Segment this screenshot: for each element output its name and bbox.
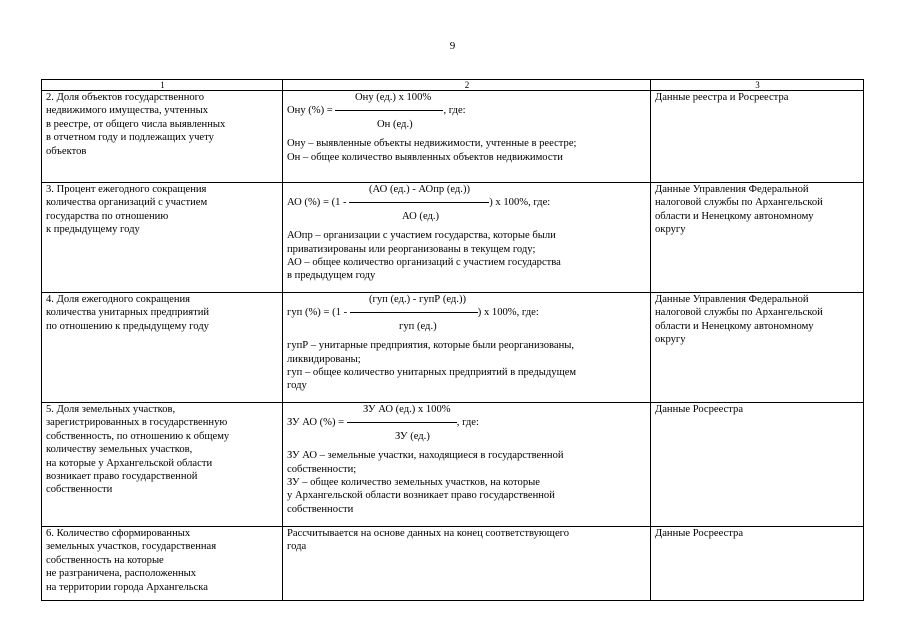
formula-numerator: Ону (ед.) x 100% [355, 92, 432, 103]
note-line: АОпр – организации с участием государства, которые были [287, 230, 556, 242]
formula [287, 293, 647, 333]
source-line: Данные Управления Федеральной [655, 294, 809, 305]
formula-rhs: , где: [456, 417, 479, 429]
indicator-line: в реестре, от общего числа выявленных [46, 118, 226, 130]
indicator-line: 6. Количество сформированных [46, 528, 191, 539]
indicator-line: 4. Доля ежегодного сокращения [46, 294, 191, 305]
indicator-line: государства по отношению [46, 210, 169, 222]
source-line: Данные Росреестра [655, 404, 744, 415]
fraction-bar [335, 110, 443, 111]
description-line: года [287, 541, 307, 553]
formula-lhs: гуп (%) = (1 - [287, 307, 348, 319]
formula-denominator: ЗУ (ед.) [395, 430, 430, 442]
indicator-line: в отчетном году и подлежащих учету [46, 132, 214, 144]
table-row [42, 183, 864, 293]
source-cell [651, 91, 864, 183]
note-line: гуп – общее количество унитарных предприятий в предыдущем [287, 367, 577, 379]
table-row [42, 91, 864, 183]
table-row [42, 293, 864, 403]
indicator-cell [42, 183, 283, 293]
formula-cell [283, 91, 651, 183]
indicator-cell [42, 403, 283, 527]
source-line: округу [655, 334, 686, 346]
indicator-line: количества организаций с участием [46, 197, 208, 209]
indicator-line: земельных участков, государственная [46, 541, 217, 553]
formula-rhs: ) x 100%, где: [489, 197, 551, 209]
formula-numerator: (гуп (ед.) - гупР (ед.)) [369, 294, 467, 305]
fraction-bar [350, 312, 478, 313]
source-line: налоговой службы по Архангельской [655, 307, 823, 319]
indicator-cell [42, 527, 283, 601]
description-line: Рассчитывается на основе данных на конец соответствующего [287, 528, 570, 539]
indicator-line: на которые у Архангельской области [46, 457, 213, 469]
source-line: Данные Управления Федеральной [655, 184, 809, 195]
formula-rhs: ) x 100%, где: [477, 307, 539, 319]
column-header-2: 2 [283, 80, 651, 91]
column-header-3: 3 [651, 80, 864, 91]
note-line: ЗУ – общее количество земельных участков, на которые [287, 477, 540, 489]
indicator-line: возникает право государственной [46, 471, 198, 483]
formula-cell [283, 527, 651, 601]
indicator-line: к предыдущему году [46, 224, 140, 236]
indicator-line: собственности [46, 484, 113, 496]
note-line: ЗУ АО – земельные участки, находящиеся в государственной [287, 450, 564, 462]
indicator-line: собственность, по отношению к общему [46, 430, 230, 442]
source-line: налоговой службы по Архангельской [655, 197, 823, 209]
formula-numerator: ЗУ АО (ед.) x 100% [363, 404, 451, 415]
formula-denominator: Он (ед.) [377, 118, 413, 130]
formula-denominator: АО (ед.) [402, 210, 440, 222]
note-line: Ону – выявленные объекты недвижимости, учтенные в реестре; [287, 138, 577, 150]
fraction-bar [349, 202, 489, 203]
formula-cell [283, 403, 651, 527]
source-line: Данные Росреестра [655, 528, 744, 539]
note-line: у Архангельской области возникает право государственной [287, 490, 555, 502]
table-row [42, 403, 864, 527]
indicator-line: 5. Доля земельных участков, [46, 404, 176, 415]
source-cell [651, 527, 864, 601]
note-line: Он – общее количество выявленных объектов недвижимости [287, 151, 563, 163]
source-line: области и Ненецкому автономному [655, 210, 814, 222]
formula-lhs: Ону (%) = [287, 105, 333, 117]
indicator-cell [42, 293, 283, 403]
table-header-row [42, 80, 864, 91]
indicator-line: 3. Процент ежегодного сокращения [46, 184, 207, 195]
formula-lhs: ЗУ АО (%) = [287, 417, 345, 429]
formula-denominator: гуп (ед.) [399, 320, 437, 332]
indicator-line: зарегистрированных в государственную [46, 417, 228, 429]
formula [287, 183, 647, 223]
indicator-line: количеству земельных участков, [46, 444, 193, 456]
note-line: собственности; [287, 463, 357, 475]
indicator-line: 2. Доля объектов государственного [46, 92, 205, 103]
indicator-line: объектов [46, 145, 87, 157]
note-line: ликвидированы; [287, 353, 361, 365]
fraction-bar [347, 422, 457, 423]
formula [287, 403, 647, 443]
indicator-line: не разграничена, расположенных [46, 568, 197, 580]
indicator-cell [42, 91, 283, 183]
note-line: АО – общее количество организаций с участием государства [287, 257, 561, 269]
source-line: округу [655, 224, 686, 236]
indicator-line: по отношению к предыдущему году [46, 320, 209, 332]
page-number: 9 [449, 40, 456, 52]
column-header-1: 1 [42, 80, 283, 91]
source-cell [651, 403, 864, 527]
note-line: в предыдущем году [287, 270, 376, 282]
note-line: собственности [287, 503, 354, 515]
formula-cell [283, 183, 651, 293]
source-cell [651, 293, 864, 403]
indicator-line: количества унитарных предприятий [46, 307, 210, 319]
formula-lhs: АО (%) = (1 - [287, 197, 347, 209]
indicator-line: недвижимого имущества, учтенных [46, 105, 209, 117]
note-line: приватизированы или реорганизованы в текущем году; [287, 243, 536, 255]
source-line: области и Ненецкому автономному [655, 320, 814, 332]
indicators-table [41, 79, 864, 601]
note-line: году [287, 380, 307, 392]
formula-cell [283, 293, 651, 403]
table-row [42, 527, 864, 601]
indicator-line: на территории города Архангельска [46, 581, 208, 593]
formula-rhs: , где: [443, 105, 466, 117]
formula-numerator: (АО (ед.) - АОпр (ед.)) [369, 184, 471, 195]
note-line: гупР – унитарные предприятия, которые были реорганизованы, [287, 340, 575, 352]
indicator-line: собственность на которые [46, 554, 164, 566]
source-line: Данные реестра и Росреестра [655, 92, 789, 103]
source-cell [651, 183, 864, 293]
formula [287, 91, 647, 131]
